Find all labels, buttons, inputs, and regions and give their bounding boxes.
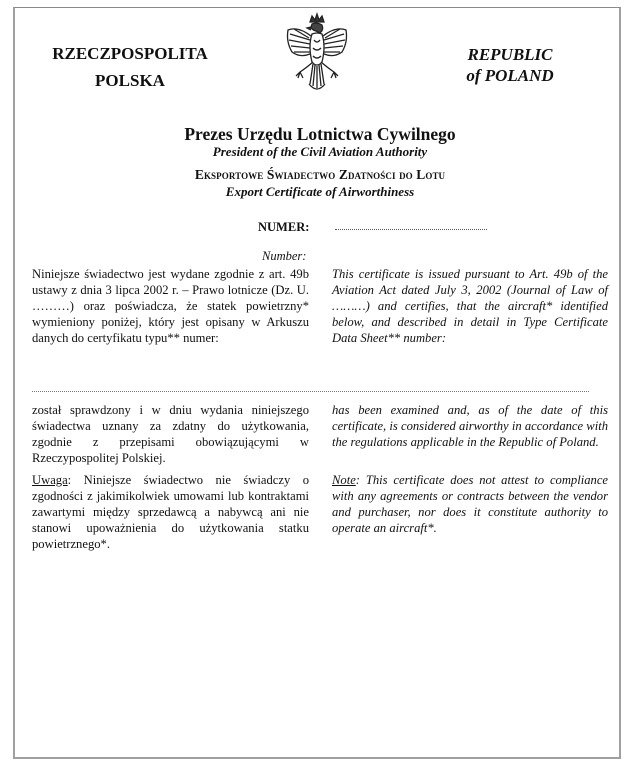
examined-paragraph-english xyxy=(332,402,608,450)
note-paragraph-polish xyxy=(32,472,309,552)
intro-paragraph-english xyxy=(332,266,608,346)
type-certificate-fill-line xyxy=(32,391,589,392)
intro-paragraph-polish xyxy=(32,266,309,346)
intro-text-polish: Niniejsze świadectwo jest wydane zgodnie z art. 49b ustawy z dnia 3 lipca 2002 r. – Prawo lotnicze (Dz. U. ………) oraz poświadcza, że statek powietrzny* wymieniony poniżej, który jest opisany w Arkuszu danych do certyfikatu typu** numer: xyxy=(32,267,309,345)
country-name-polish xyxy=(40,40,220,94)
examined-text-polish: został sprawdzony i w dniu wydania niniejszego świadectwa uznany za zdatny do użytkowania, zgodnie z przepisami obowiązującymi w Rzeczypospolitej Polskiej. xyxy=(32,403,309,465)
number-fill-line xyxy=(335,229,487,230)
note-label-english: Note xyxy=(332,473,356,487)
country-en-line2: of POLAND xyxy=(466,66,554,85)
number-label-english: Number: xyxy=(262,249,307,263)
examined-text-english: has been examined and, as of the date of this certificate, is considered airworthy in accordance with the regulations applicable in the Republic of Poland. xyxy=(332,403,608,449)
number-label-polish: NUMER: xyxy=(258,220,310,234)
country-name-english xyxy=(440,44,580,86)
note-text-english: : This certificate does not attest to compliance with any agreements or contracts between the vendor and purchaser, nor does it constitute authority to operate an aircraft*. xyxy=(332,473,608,535)
note-paragraph-english xyxy=(332,472,608,536)
country-pl-line1: RZECZPOSPOLITA xyxy=(52,44,208,63)
authority-title-english: President of the Civil Aviation Authority xyxy=(212,144,428,159)
note-text-polish: : Niniejsze świadectwo nie świadczy o zgodności z jakimikolwiek umowami lub kontraktami zawartymi między sprzedawcą a nabywcą ani nie stanowi upoważnienia do użytkowania statku powietrznego*. xyxy=(32,473,309,551)
examined-paragraph-polish xyxy=(32,402,309,466)
certificate-title-polish: Eksportowe Świadectwo Zdatności do Lotu xyxy=(194,167,446,182)
polish-eagle-emblem-icon xyxy=(282,12,352,104)
note-label-polish: Uwaga xyxy=(32,473,68,487)
certificate-heading xyxy=(100,124,540,200)
authority-title-polish: Prezes Urzędu Lotnictwa Cywilnego xyxy=(184,124,456,144)
country-pl-line2: POLSKA xyxy=(95,71,165,90)
certificate-border xyxy=(13,7,621,759)
certificate-title-english: Export Certificate of Airworthiness xyxy=(225,184,415,199)
intro-text-english: This certificate is issued pursuant to Art. 49b of the Aviation Act dated July 3, 2002 (Journal of Law of ………) and certifies, that the aircraft* identified below, and described in detail in Type Certificate Data Sheet** number: xyxy=(332,267,608,345)
country-en-line1: REPUBLIC xyxy=(467,45,553,64)
